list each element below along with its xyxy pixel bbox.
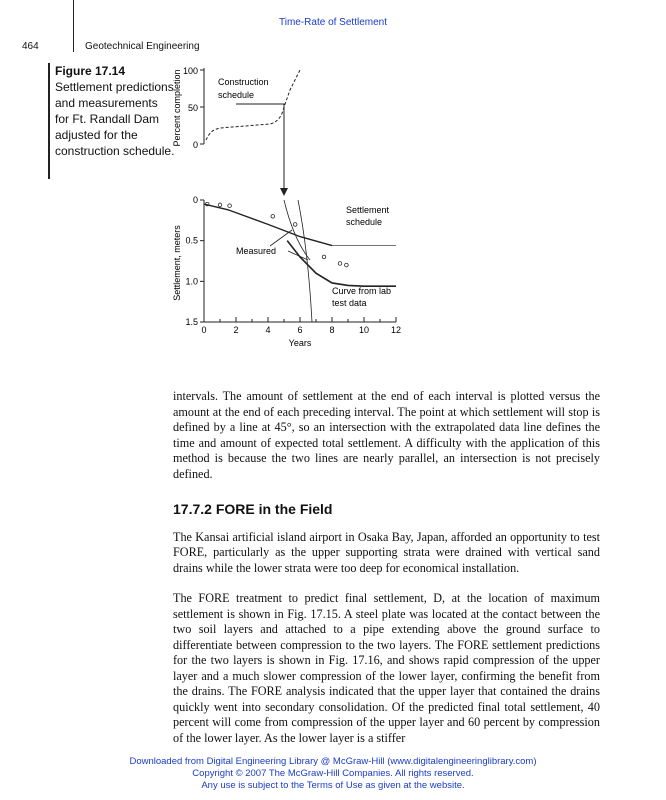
- footer-line-3: Any use is subject to the Terms of Use as given at the website.: [201, 780, 465, 791]
- figure-caption-text: Settlement predictions and measurements for Ft. Randall Dam adjusted for the construction schedule.: [55, 80, 175, 158]
- measured-annotation: Measured: [236, 246, 277, 256]
- construction-leader-line: [236, 104, 284, 107]
- footer-line-1[interactable]: Downloaded from Digital Engineering Library @ McGraw-Hill (www.digitalengineeringlibrary.com): [129, 756, 537, 767]
- ytick-label-0: 0: [192, 195, 198, 205]
- figure-label: Figure 17.14: [55, 64, 126, 78]
- lab-annotation-line1: Curve from lab: [332, 286, 392, 296]
- page-number: 464: [22, 41, 39, 52]
- xtick-label-4: 4: [265, 325, 271, 335]
- xtick-label-8: 8: [329, 325, 335, 335]
- paragraph-3: The FORE treatment to predict final settlement, D, at the location of maximum settlement is shown in Fig. 17.15. A steel plate was located at the contact between the two soil layers and attached to a pipe extending above the ground surface to differentiate between compression to the two layers. The FORE settlement predictions for the two layers is shown in Fig. 17.16, and shows rapid compression of the upper layer and a much slower compression of the lower layer, confirming the benefit from the drains. The FORE analysis indicated that the upper layer that contained the drains quickly went into secondary consolidation. Of the predicted final total settlement, 40 percent will come from compression of the upper layer and 60 percent by compression of the lower layer. As the lower layer is a stiffer: [173, 591, 600, 745]
- xtick-label-0: 0: [201, 325, 207, 335]
- bottom-ylabel: Settlement, meters: [172, 225, 182, 301]
- lab-annotation-line2: test data: [332, 298, 367, 308]
- xtick-label-2: 2: [233, 325, 239, 335]
- measured-point: [345, 263, 349, 267]
- footer-line-2: Copyright © 2007 The McGraw-Hill Companies. All rights reserved.: [192, 768, 474, 779]
- ytick-label-1.5: 1.5: [185, 317, 198, 327]
- paragraph-2: The Kansai artificial island airport in Osaka Bay, Japan, afforded an opportunity to test FORE, particularly as the upper supporting strata were drained with vertical sand drains while the lower strata were too deep for economical installation.: [173, 529, 600, 575]
- top-ytick-label-0: 0: [192, 140, 198, 150]
- measured-point: [293, 223, 297, 227]
- measured-point: [338, 262, 342, 266]
- book-title: Geotechnical Engineering: [85, 41, 200, 52]
- running-head: Time-Rate of Settlement: [278, 17, 387, 28]
- paragraph-1: intervals. The amount of settlement at the end of each interval is plotted versus the amount at the end of each preceding interval. The point at which settlement will stop is defined by a line at 45°, so an intersection with the extrapolated data line defines the time and amount of expected total settlement. A difficulty with the application of this method is because the two lines are nearly parallel, an intersection is not precisely defined.: [173, 389, 600, 481]
- settlement-schedule-annotation-line1: Settlement: [346, 205, 390, 215]
- bottom-yticks: [185, 195, 204, 327]
- series-line-settlement-schedule: [204, 204, 332, 245]
- figure-17-14: [160, 60, 420, 360]
- bottom-xticks: [201, 317, 401, 335]
- section-heading: 17.7.2 FORE in the Field: [173, 501, 333, 517]
- bottom-xlabel: Years: [288, 338, 312, 348]
- measured-point: [228, 204, 232, 208]
- xtick-label-6: 6: [297, 325, 303, 335]
- ytick-label-1.0: 1.0: [185, 276, 198, 287]
- measured-points: [205, 202, 348, 267]
- header-rule: [73, 0, 74, 52]
- settlement-schedule-annotation-line2: schedule: [346, 217, 383, 227]
- top-ylabel: Percent completion: [172, 69, 182, 147]
- top-ytick-label-100: 100: [182, 66, 198, 76]
- construction-annotation-line2: schedule: [218, 90, 255, 100]
- ytick-label-0.5: 0.5: [185, 235, 198, 246]
- top-ytick-label-50: 50: [187, 103, 198, 113]
- xtick-label-10: 10: [358, 325, 370, 335]
- xtick-label-12: 12: [390, 325, 402, 335]
- construction-annotation-line1: Construction: [218, 77, 269, 87]
- caption-rule: [48, 63, 50, 179]
- bottom-plot: [172, 195, 401, 348]
- figure-caption: [55, 63, 175, 159]
- projection-arrowhead: [280, 188, 288, 196]
- measured-point: [271, 214, 275, 218]
- measured-point: [218, 203, 222, 207]
- footer: [0, 756, 666, 792]
- measured-point: [322, 255, 326, 259]
- top-plot: [172, 66, 300, 196]
- body-text: [173, 389, 600, 746]
